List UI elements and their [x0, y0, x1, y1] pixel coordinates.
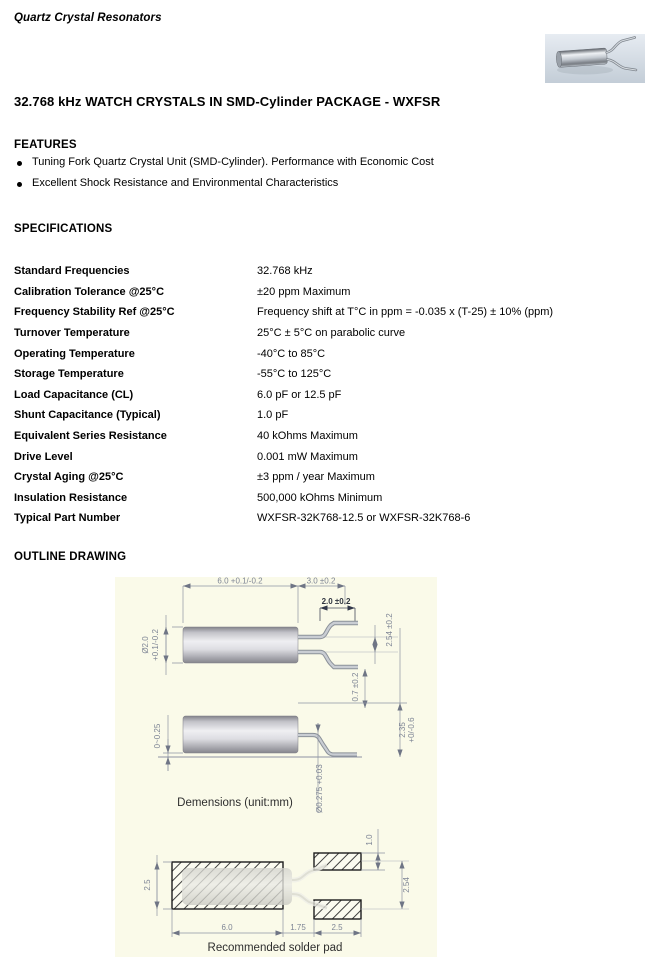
spec-value: 32.768 kHz [257, 265, 313, 278]
table-row [14, 446, 644, 467]
spec-value: 6.0 pF or 12.5 pF [257, 388, 342, 401]
spec-label: Standard Frequencies [14, 265, 130, 278]
table-row [14, 302, 644, 323]
page-title: 32.768 kHz WATCH CRYSTALS IN SMD-Cylinder PACKAGE - WXFSR [14, 94, 441, 109]
specifications-table [14, 261, 644, 529]
dim-pad-gap: 1.75 [290, 923, 306, 932]
features-list [14, 156, 634, 198]
solder-pad-caption: Recommended solder pad [207, 942, 343, 954]
brand-title: Quartz Crystal Resonators [14, 12, 162, 24]
table-row [14, 364, 644, 385]
spec-label: Drive Level [14, 450, 73, 463]
spec-value: ±3 ppm / year Maximum [257, 471, 375, 484]
spec-label: Frequency Stability Ref @25°C [14, 306, 175, 319]
spec-value: -40°C to 85°C [257, 347, 326, 360]
table-row [14, 508, 644, 529]
table-row [14, 261, 644, 282]
outline-drawing-heading: OUTLINE DRAWING [14, 551, 127, 563]
dim-standoff: 0~0.25 [153, 723, 162, 749]
table-row [14, 343, 644, 364]
spec-value: -55°C to 125°C [257, 368, 332, 381]
spec-label: Equivalent Series Resistance [14, 430, 167, 443]
dim-lead-dia: Ø0.275 +0.03 [315, 764, 324, 813]
table-row [14, 426, 644, 447]
dim-pad2-width: 2.5 [331, 923, 343, 932]
spec-label: Calibration Tolerance @25°C [14, 285, 165, 298]
spec-value: 0.001 mW Maximum [257, 450, 358, 463]
spec-label: Typical Part Number [14, 512, 121, 525]
features-heading: FEATURES [14, 139, 77, 151]
spec-value: 40 kOhms Maximum [257, 430, 358, 443]
dim-pad-width: 6.0 [221, 923, 233, 932]
drawing-solder-pad [143, 829, 411, 954]
dim-body-length: 6.0 +0.1/-0.2 [217, 577, 263, 586]
dim-lead-pitch: 2.54 ±0.2 [385, 613, 394, 647]
product-photo [545, 34, 645, 83]
feature-text: Tuning Fork Quartz Crystal Unit (SMD-Cylinder). Performance with Economic Cost [32, 156, 434, 168]
table-row [14, 385, 644, 406]
spec-label: Operating Temperature [14, 347, 135, 360]
spec-value: 1.0 pF [257, 409, 289, 422]
dim-lead-offset: 0.7 ±0.2 [351, 672, 360, 702]
dim-pad-pitch: 2.54 [402, 877, 411, 893]
dim-lead-tip: 2.0 ±0.2 [321, 597, 351, 606]
component-ghost [182, 865, 327, 908]
crystal-photo-graphic [545, 34, 645, 83]
table-row [14, 405, 644, 426]
dimensions-note: Demensions (unit:mm) [177, 797, 293, 809]
spec-value: 500,000 kOhms Minimum [257, 491, 383, 504]
dim-body-dia-2: +0.1/-0.2 [151, 629, 160, 661]
outline-drawing-graphic [115, 577, 437, 957]
dim-body-dia-1: Ø2.0 [141, 636, 150, 654]
spec-label: Crystal Aging @25°C [14, 471, 124, 484]
spec-label: Storage Temperature [14, 368, 124, 381]
bullet-icon [17, 161, 22, 166]
bullet-icon [17, 182, 22, 187]
table-row [14, 282, 644, 303]
table-row [14, 488, 644, 509]
drawing-side-view [141, 577, 400, 708]
dim-pad2-height: 1.0 [365, 834, 374, 846]
feature-item [14, 156, 634, 177]
dim-lead-zone: 3.0 ±0.2 [306, 577, 336, 586]
spec-value: WXFSR-32K768-12.5 or WXFSR-32K768-6 [257, 512, 471, 525]
dim-height-1: 2.35 [398, 722, 407, 738]
spec-label: Turnover Temperature [14, 327, 130, 340]
spec-value: Frequency shift at T°C in ppm = -0.035 x (T-25) ± 10% (ppm) [257, 306, 554, 319]
feature-text: Excellent Shock Resistance and Environmental Characteristics [32, 177, 339, 189]
table-row [14, 467, 644, 488]
feature-item [14, 177, 634, 198]
spec-value: ±20 ppm Maximum [257, 285, 351, 298]
crystal-body-side [183, 627, 298, 663]
spec-label: Load Capacitance (CL) [14, 388, 134, 401]
crystal-body-seated [183, 716, 298, 753]
outline-drawing-panel [115, 577, 437, 957]
table-row [14, 323, 644, 344]
spec-value: 25°C ± 5°C on parabolic curve [257, 327, 406, 340]
spec-label: Shunt Capacitance (Typical) [14, 409, 161, 422]
dim-pad-height: 2.5 [143, 879, 152, 891]
spec-label: Insulation Resistance [14, 491, 128, 504]
drawing-seated-view [153, 703, 416, 813]
dim-height-2: +0/-0.6 [407, 717, 416, 743]
solder-pad-bottom [314, 900, 361, 919]
specifications-heading: SPECIFICATIONS [14, 223, 113, 235]
